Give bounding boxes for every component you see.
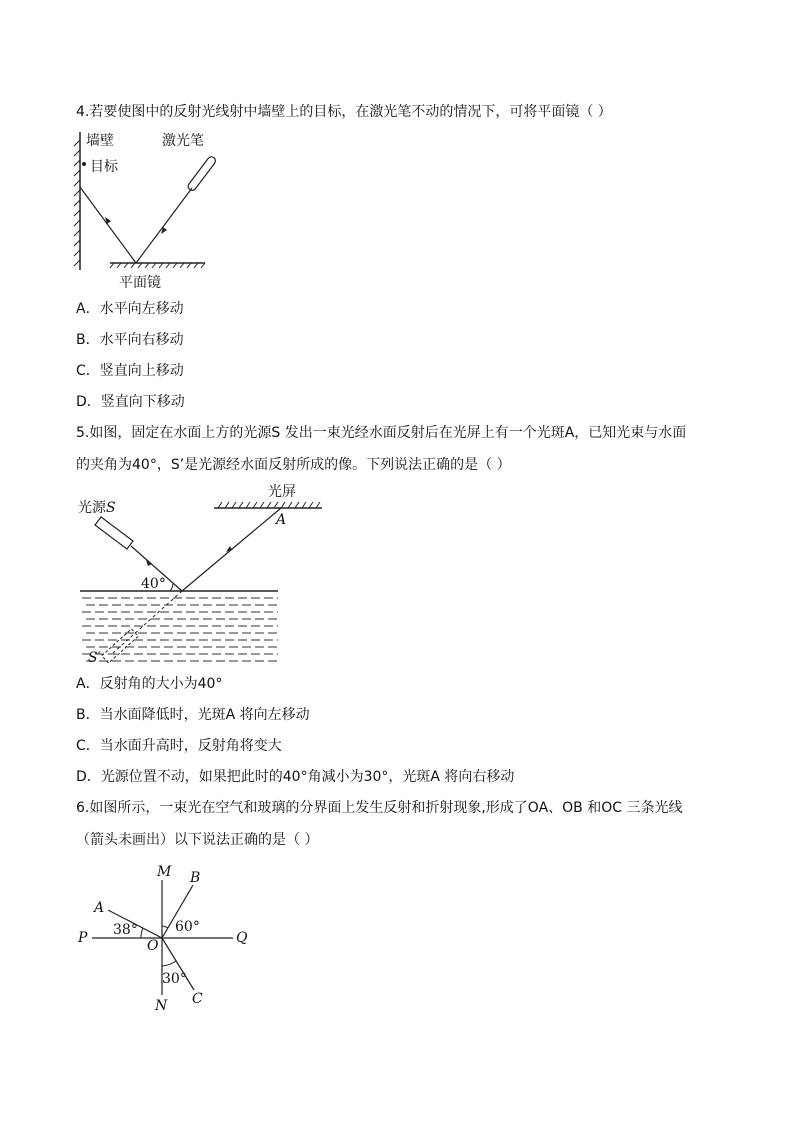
q6-stem-line1: 6.如图所示，一束光在空气和玻璃的分界面上发生反射和折射现象,形成了OA、OB 和OC 三条光线 xyxy=(76,800,683,816)
q5-stem-line2: 的夹角为40°，S’是光源经水面反射所成的像。下列说法正确的是（ ） xyxy=(76,457,511,473)
q5-stem-line1: 5.如图，固定在水面上方的光源S 发出一束光经水面反射后在光屏上有一个光斑A，已知光束与水面 xyxy=(76,425,687,441)
q5-option-a[interactable]: A．反射角的大小为40° xyxy=(76,676,223,692)
q4-laser-label: 激光笔 xyxy=(162,133,204,149)
q6-label-a: A xyxy=(94,900,105,916)
q6-label-o: O xyxy=(147,938,159,954)
q5-option-b[interactable]: B．当水面降低时，光斑A 将向左移动 xyxy=(76,707,310,723)
q5-screen-label: 光屏 xyxy=(268,484,296,500)
q6-label-c: C xyxy=(192,991,203,1007)
q4-option-c[interactable]: C．竖直向上移动 xyxy=(76,363,184,379)
q5-option-c[interactable]: C．当水面升高时，反射角将变大 xyxy=(76,738,282,754)
q6-angle-b: 60° xyxy=(175,919,200,935)
q6-label-q: Q xyxy=(236,930,248,946)
q5-angle-label: 40° xyxy=(141,576,166,592)
q6-angle-a: 38° xyxy=(113,922,138,938)
q4-option-d[interactable]: D．竖直向下移动 xyxy=(76,394,185,410)
q4-option-a[interactable]: A．水平向左移动 xyxy=(76,301,184,317)
q4-mirror-label: 平面镜 xyxy=(119,275,161,291)
q6-label-b: B xyxy=(190,870,201,886)
q6-stem-line2: （箭头未画出）以下说法正确的是（ ） xyxy=(76,832,319,848)
q6-label-n: N xyxy=(155,998,168,1014)
q5-source-label: 光源S xyxy=(78,500,116,516)
q5-option-d[interactable]: D．光源位置不动，如果把此时的40°角减小为30°，光斑A 将向右移动 xyxy=(76,769,515,785)
q4-stem: 4.若要使图中的反射光线射中墙壁上的目标，在激光笔不动的情况下，可将平面镜（ ） xyxy=(76,104,612,120)
q6-angle-c: 30° xyxy=(162,971,187,987)
q4-wall-label: 墙壁 xyxy=(86,133,114,149)
q4-option-b[interactable]: B．水平向右移动 xyxy=(76,332,184,348)
q6-label-p: P xyxy=(78,930,88,946)
q6-label-m: M xyxy=(157,864,172,880)
q5-image-label: S′ xyxy=(88,650,101,666)
q4-target-label: 目标 xyxy=(90,159,118,175)
q5-spot-label: A xyxy=(276,512,287,528)
